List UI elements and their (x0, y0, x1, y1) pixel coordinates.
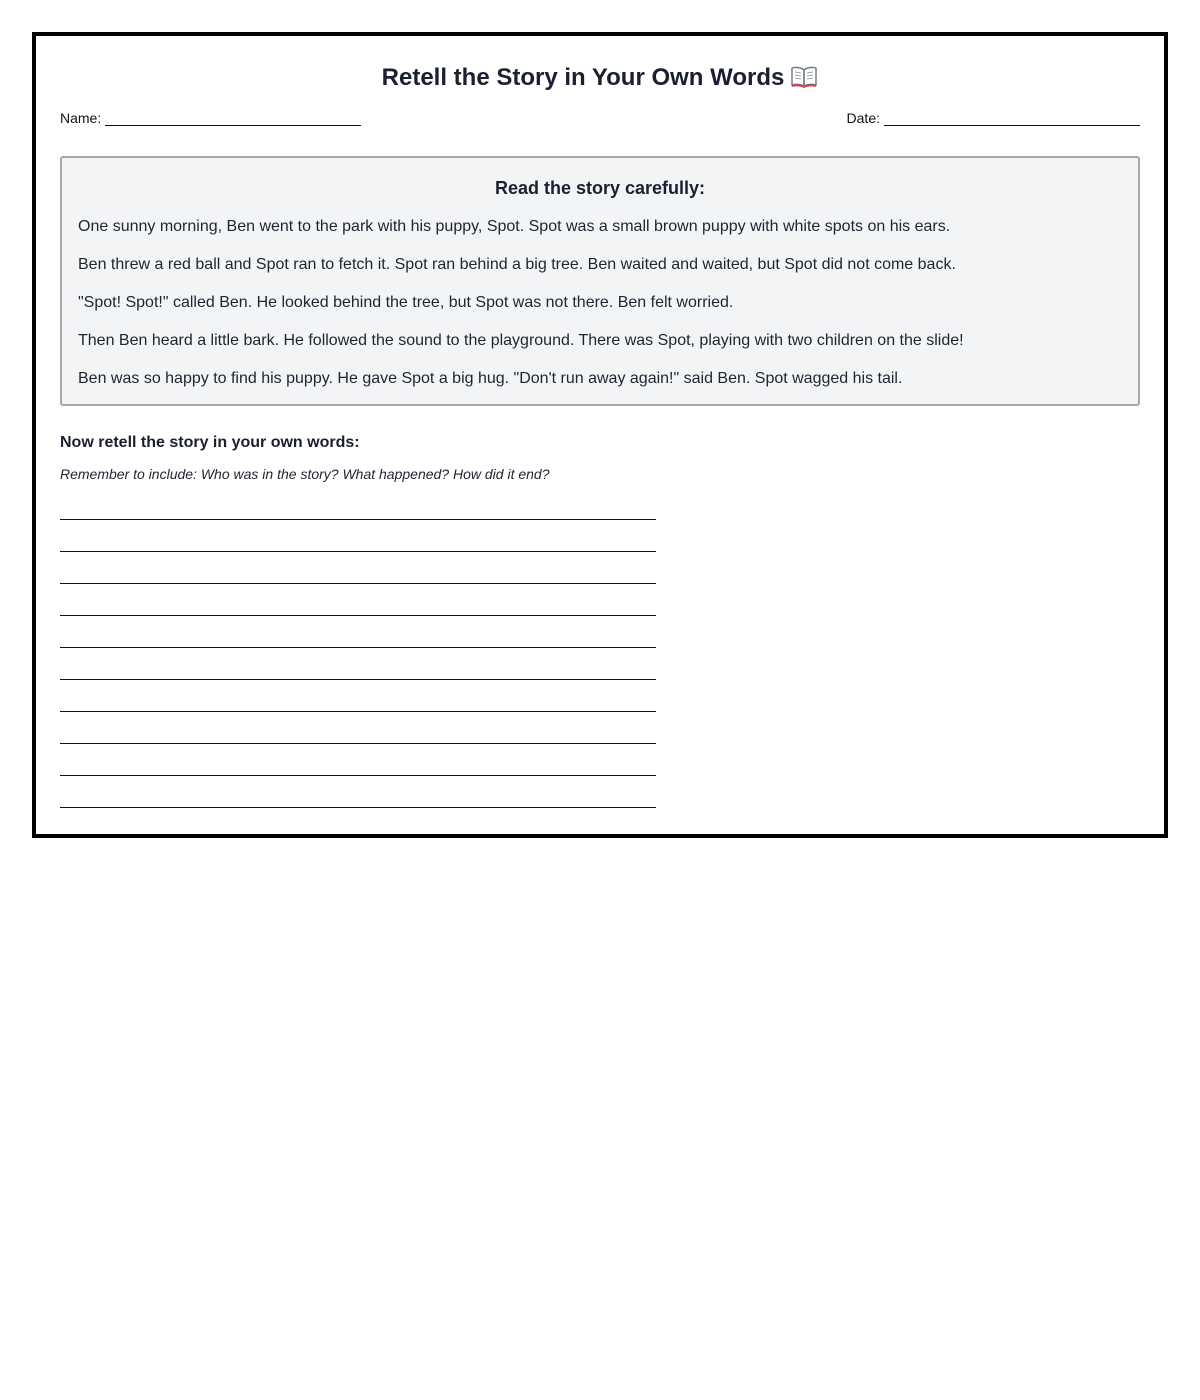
writing-line[interactable] (60, 616, 656, 648)
name-blank-line[interactable] (105, 111, 361, 126)
story-paragraph-2: Ben threw a red ball and Spot ran to fetch it. Spot ran behind a big tree. Ben waited and waited, but Spot did not come back. (78, 256, 956, 273)
date-label: Date: (846, 110, 880, 126)
story-paragraphs (78, 216, 1122, 406)
worksheet (32, 32, 1168, 838)
page-title (60, 36, 1140, 94)
page-title-text: Retell the Story in Your Own Words (381, 64, 785, 91)
writing-line[interactable] (60, 680, 656, 712)
writing-line[interactable] (60, 584, 656, 616)
story-paragraph-5: Ben was so happy to find his puppy. He gave Spot a big hug. "Don't run away again!" said Ben. Spot wagged his tail. (78, 370, 903, 387)
story-paragraph-1: One sunny morning, Ben went to the park with his puppy, Spot. Spot was a small brown puppy with white spots on his ears. (78, 218, 951, 235)
writing-line[interactable] (60, 552, 656, 584)
open-book-icon (790, 65, 818, 97)
meta-row (60, 110, 1140, 130)
writing-line[interactable] (60, 712, 656, 744)
story-box (60, 156, 1140, 406)
name-label: Name: (60, 110, 102, 126)
worksheet-content (60, 36, 1140, 834)
writing-line[interactable] (60, 520, 656, 552)
writing-line[interactable] (60, 744, 656, 776)
writing-line[interactable] (60, 776, 656, 808)
writing-line[interactable] (60, 648, 656, 680)
name-field[interactable] (60, 110, 361, 126)
writing-lines[interactable] (60, 488, 656, 808)
story-paragraph-4: Then Ben heard a little bark. He followed the sound to the playground. There was Spot, playing with two children on the slide! (78, 332, 964, 349)
story-heading: Read the story carefully: (494, 178, 706, 198)
story-paragraph-3: "Spot! Spot!" called Ben. He looked behind the tree, but Spot was not there. Ben felt worried. (78, 294, 734, 311)
date-field[interactable] (847, 110, 1140, 126)
retell-hint: Remember to include: Who was in the story? What happened? How did it end? (60, 466, 550, 482)
retell-heading: Now retell the story in your own words: (60, 434, 360, 451)
writing-line[interactable] (60, 488, 656, 520)
date-blank-line[interactable] (884, 111, 1140, 126)
